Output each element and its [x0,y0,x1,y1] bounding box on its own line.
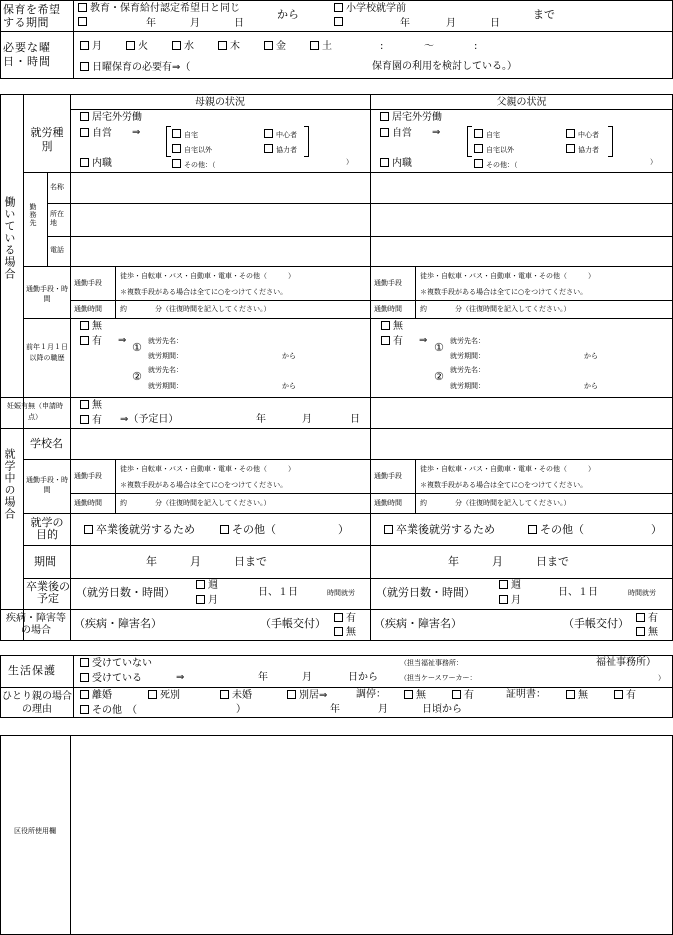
mother-prev-has[interactable]: 有 [80,336,102,347]
father-prev-period2: 就労期間： [450,382,485,390]
father-helper-option[interactable]: 協力者 [566,144,599,154]
purpose-label: 就学の目的 [30,516,64,541]
mother-arrow: ⇒ [132,127,141,138]
mother-plan-week[interactable]: 週 [196,580,218,591]
father-means-text: 徒歩・自転車・バス・自動車・電車・その他（ ） [420,272,595,280]
mother-plan-text: （就労日数・時間） [76,586,175,599]
welfare-office: （担当福祉事務所： [400,659,463,667]
mother-study-means-text: 徒歩・自転車・バス・自動車・電車・その他（ ） [120,465,295,473]
hours-tilde: 〜 [424,41,434,52]
period-school-checkbox[interactable] [334,3,343,12]
period-made: まで [533,8,555,21]
mother-handbook-has[interactable]: 有 [334,613,356,624]
mother-study-time-label: 通勤時間 [74,499,102,507]
father-self-option[interactable]: 自営 [380,128,412,139]
mother-study-time-text: 約 分（往復時間を記入してください。） [120,499,271,507]
father-commute-time-label: 通勤時間 [374,305,402,313]
hours-colon-1: : [380,41,384,52]
period-label: 保育を希望する期間 [3,3,61,29]
mother-handbook: （手帳交付） [260,617,326,630]
mother-other-close: ） [346,158,353,166]
period-same-option[interactable]: 教育・保育給付認定希望日と同じ [78,3,240,14]
single-other-close: ） [236,704,246,715]
day-sat[interactable]: 土 [310,41,332,52]
father-prev-name1: 就労先名： [450,337,485,345]
certificate-none[interactable]: 無 [566,690,588,701]
mother-commute-time-label: 通勤時間 [74,305,102,313]
mother-handbook-none[interactable]: 無 [334,627,356,638]
period-from-checkbox[interactable] [78,17,87,26]
single-unmarried[interactable]: 未婚 [220,690,252,701]
father-prev-none[interactable]: 無 [381,321,403,332]
father-plan-month[interactable]: 月 [499,595,521,606]
single-death[interactable]: 死別 [148,690,180,701]
nursery-text: 保育園の利用を検討している。） [372,61,517,72]
pregnancy-label: 妊娠有無（申請時点） [7,402,63,421]
father-handbook-none[interactable]: 無 [636,627,658,638]
period-to-day: 日 [490,18,500,29]
period-from-day: 日 [234,18,244,29]
mother-plan-month[interactable]: 月 [196,595,218,606]
welfare-label: 生活保護 [8,664,56,677]
father-handbook-has[interactable]: 有 [636,613,658,624]
mother-illness-name: （疾病・障害名） [74,617,162,630]
mother-outside-option[interactable]: 居宅外労働 [80,112,142,123]
father-prev-has[interactable]: 有 [381,336,403,347]
welfare-year: 年 [258,672,268,683]
sunday-option[interactable]: 日曜保育の必要有⇒（ [80,62,190,73]
mother-time-text: 約 分（往復時間を記入してください。） [120,305,271,313]
mother-commute-means-label: 通勤手段 [74,279,102,287]
father-study-means-text: 徒歩・自転車・バス・自動車・電車・その他（ ） [420,465,595,473]
father-illness-name: （疾病・障害名） [374,617,462,630]
mother-nothome-option[interactable]: 自宅以外 [172,144,212,154]
mother-home-option[interactable]: 自宅 [172,129,198,139]
father-handbook: （手帳交付） [563,617,629,630]
work-section-label: 働いている場合 [3,196,16,280]
pregnancy-day: 日 [350,414,360,425]
mother-self-option[interactable]: 自営 [80,128,112,139]
welfare-not-receiving[interactable]: 受けていない [80,658,152,669]
single-separated[interactable]: 別居⇒ [287,690,327,701]
mother-study-period: 年 月 日まで [146,555,267,568]
father-prev-arrow: ⇒ [419,335,428,346]
single-label: ひとり親の場合の理由 [2,691,72,715]
single-other[interactable]: その他 （ [80,705,137,716]
father-study-time-text: 約 分（往復時間を記入してください。） [420,499,571,507]
study-section-label: 就学中の場合 [3,448,16,520]
father-nothome-option[interactable]: 自宅以外 [474,144,514,154]
father-arrow: ⇒ [432,127,441,138]
single-day-since: 日頃から [422,704,462,715]
father-study-time-label: 通勤時間 [374,499,402,507]
father-study-means-note: ＊複数手段がある場合は全てに○をつけてください。 [420,481,588,489]
father-home-option[interactable]: 自宅 [474,129,500,139]
father-purpose-b[interactable]: その他（ [528,524,584,535]
period-to-month: 月 [446,18,456,29]
pregnancy-month: 月 [302,414,312,425]
father-commute-means-label: 通勤手段 [374,279,402,287]
father-study-means-label: 通勤手段 [374,472,402,480]
father-prev-n1: ① [434,341,444,354]
pregnancy-none[interactable]: 無 [80,400,102,411]
welfare-receiving[interactable]: 受けている [80,673,142,684]
father-prev-period1: 就労期間： [450,352,485,360]
welfare-month: 月 [302,672,312,683]
mother-prev-name2: 就労先名： [148,366,183,374]
father-central-option[interactable]: 中心者 [566,129,599,139]
mediation-none[interactable]: 無 [404,690,426,701]
mother-prev-n2: ② [132,370,142,383]
father-purpose-a[interactable]: 卒業後就労するため [384,524,495,535]
mother-central-option[interactable]: 中心者 [264,129,297,139]
mother-header: 母親の状況 [195,97,245,108]
mother-means-note: ＊複数手段がある場合は全てに○をつけてください。 [120,288,288,296]
father-header: 父親の状況 [496,97,547,108]
work-type-label: 就労種別 [30,126,64,153]
father-plan-day: 日、１日 [558,587,598,598]
period-from-year: 年 [146,18,156,29]
father-study-period: 年 月 日まで [448,555,569,568]
day-tue[interactable]: 火 [126,41,148,52]
work-commute-label: 通勤手段・時間 [26,285,68,303]
day-mon[interactable]: 月 [80,41,102,52]
employer-addr-label: 所在地 [50,210,64,227]
employer-label: 勤務先 [29,203,37,227]
mother-plan-day: 日、１日 [258,587,298,598]
mother-study-means-note: ＊複数手段がある場合は全てに○をつけてください。 [120,481,288,489]
parent-status-section [0,94,673,641]
plan-label: 卒業後の予定 [26,580,70,605]
father-purpose-close: ） [651,523,662,536]
school-name-label: 学校名 [30,437,63,450]
welfare-arrow: ⇒ [176,672,185,683]
certificate-has[interactable]: 有 [614,690,636,701]
mediation-has[interactable]: 有 [452,690,474,701]
mother-helper-option[interactable]: 協力者 [264,144,297,154]
mother-purpose-b[interactable]: その他（ [220,524,276,535]
father-plan-hours: 時間就労 [628,589,656,597]
day-wed[interactable]: 水 [172,41,194,52]
mother-other-option[interactable]: その他：（ [172,159,216,169]
mother-prev-kara2: から [282,382,296,390]
welfare-day-from: 日から [348,672,378,683]
pregnancy-year: 年 [256,414,266,425]
mother-purpose-a[interactable]: 卒業後就労するため [84,524,195,535]
mother-internal-option[interactable]: 内職 [80,158,112,169]
father-prev-name2: 就労先名： [450,366,485,374]
mother-prev-period2: 就労期間： [148,382,183,390]
period-to-year: 年 [400,18,410,29]
period-to-checkbox[interactable] [334,17,343,26]
day-thu[interactable]: 木 [218,41,240,52]
mother-prev-arrow: ⇒ [118,335,127,346]
mother-prev-none[interactable]: 無 [80,321,102,332]
single-mediation: 調停： [356,689,386,700]
mother-prev-period1: 就労期間： [148,352,183,360]
welfare-office-suffix: 福祉事務所） [596,657,656,668]
office-use-field[interactable] [71,736,672,934]
study-period-label: 期間 [34,555,56,568]
single-year: 年 [330,704,340,715]
employer-tel-label: 電話 [50,246,64,254]
welfare-worker: （担当ケースワーカー： [400,674,477,682]
father-prev-kara1: から [584,352,598,360]
father-prev-kara2: から [584,382,598,390]
single-divorce[interactable]: 離婚 [80,690,112,701]
mother-means-text: 徒歩・自転車・バス・自動車・電車・その他（ ） [120,272,295,280]
father-prev-n2: ② [434,370,444,383]
period-from-month: 月 [190,18,200,29]
period-same-checkbox[interactable] [78,3,87,12]
mother-plan-hours: 時間就労 [327,589,355,597]
mother-study-means-label: 通勤手段 [74,472,102,480]
prev-jobs-label: 前年１月１日以降の職歴 [26,343,68,362]
father-plan-text: （就労日数・時間） [376,586,475,599]
mother-prev-name1: 就労先名： [148,337,183,345]
father-plan-week[interactable]: 週 [499,580,521,591]
period-school-option[interactable]: 小学校就学前 [334,3,406,14]
father-internal-option[interactable]: 内職 [380,158,412,169]
mother-prev-kara1: から [282,352,296,360]
study-commute-label: 通勤手段・時間 [26,476,68,494]
mother-prev-n1: ① [132,341,142,354]
employer-name-label: 名称 [50,183,64,191]
father-other-close: ） [650,158,657,166]
father-time-text: 約 分（往復時間を記入してください。） [420,305,571,313]
welfare-worker-close: ） [658,674,665,682]
father-other-option[interactable]: その他：（ [474,159,518,169]
day-fri[interactable]: 金 [264,41,286,52]
mother-purpose-close: ） [338,523,349,536]
illness-label: 疾病・障害等の場合 [6,613,66,636]
office-use-label: 区役所使用欄 [14,827,56,835]
hours-label: 必要な曜日・時間 [3,41,51,68]
hours-colon-2: : [474,41,478,52]
period-kara: から [277,8,299,21]
father-outside-option[interactable]: 居宅外労働 [380,112,442,123]
single-month: 月 [378,704,388,715]
pregnancy-due: ⇒（予定日） [120,414,179,425]
father-means-note: ＊複数手段がある場合は全てに○をつけてください。 [420,288,588,296]
pregnancy-has[interactable]: 有 [80,415,102,426]
single-certificate: 証明書： [506,689,546,700]
